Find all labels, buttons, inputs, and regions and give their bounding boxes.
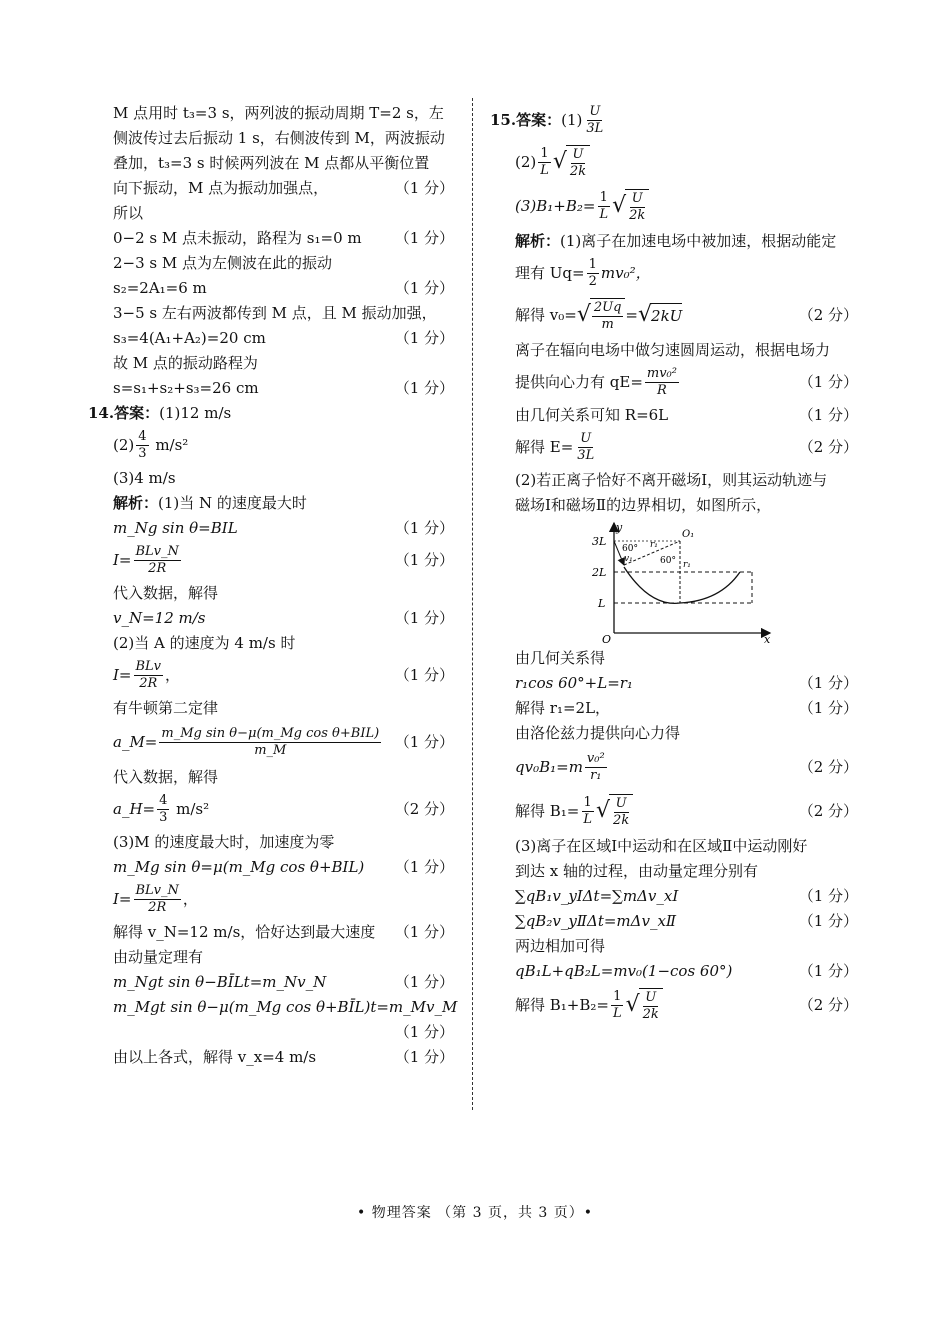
q14-text-5: [88, 630, 456, 655]
equation: qB₁L+qB₂L=mv₀(1−cos 60°): [515, 961, 733, 980]
denominator: 2: [588, 273, 597, 289]
center-label: O₁: [682, 529, 695, 540]
equation-lhs: 解得 E=: [515, 438, 574, 456]
text-line: [88, 350, 456, 375]
equation-fraction: [157, 793, 169, 826]
q15-text-5: [490, 402, 860, 427]
score: （2 分）: [798, 438, 858, 456]
fraction: [592, 300, 624, 333]
text: (1)离子在加速电场中被加速，根据动能定: [560, 231, 837, 250]
text: 磁场Ⅰ和磁场Ⅱ的边界相切，如图所示，: [515, 495, 772, 514]
fraction: [568, 147, 588, 180]
radius-label-2: r₁: [683, 560, 691, 570]
equation-lhs: a_H=: [113, 800, 156, 818]
equation-fraction: [159, 726, 381, 759]
q15-eq-21: [490, 983, 860, 1027]
q15-eq-10: [490, 670, 860, 695]
score: （1 分）: [394, 228, 454, 247]
page-footer: • 物理答案 （第 3 页，共 3 页）•: [356, 1205, 594, 1221]
fraction: [581, 795, 594, 828]
equation: v_N=12 m/s: [113, 608, 206, 627]
q15-eq-17: [490, 883, 860, 908]
tick-L: L: [598, 597, 606, 610]
numerator: v₀²: [586, 750, 605, 766]
text: (2)若正离子恰好不离开磁场Ⅰ，则其运动轨迹与: [515, 470, 828, 489]
numerator: 1: [583, 794, 592, 810]
q15-eq-20: [490, 958, 860, 983]
denominator: 3: [138, 445, 147, 461]
score: （1 分）: [394, 328, 454, 347]
equation: m_Mg sin θ=μ(m_Mg cos θ+BIL): [113, 857, 365, 876]
q15-analysis-intro: [490, 228, 860, 253]
text: 由动量定理有: [113, 947, 204, 966]
fraction: [587, 257, 599, 290]
text: (3)M 的速度最大时，加速度为零: [113, 832, 335, 851]
equation-fraction: [134, 883, 181, 916]
q15-text-16: [490, 858, 860, 883]
denominator: m_M: [254, 742, 287, 758]
fraction: [575, 431, 596, 464]
q15-eq-13: [490, 745, 860, 789]
radical-sign: √: [612, 193, 627, 218]
radical-sign: √: [638, 302, 653, 327]
text: 有牛顿第二定律: [113, 698, 219, 717]
fraction: [538, 146, 551, 179]
radical-sign: √: [596, 798, 611, 823]
trajectory-figure: [490, 517, 860, 645]
text-line: [88, 175, 456, 200]
q15-answer-3: [490, 184, 860, 228]
q15-eq-14: [490, 789, 860, 833]
score: （2 分）: [798, 802, 858, 820]
score: （1 分）: [394, 378, 454, 397]
q15-eq-2: [490, 293, 860, 337]
q14-answer-2: [88, 425, 456, 465]
q14-eq-2: [88, 540, 456, 580]
numerator: 4: [159, 792, 168, 808]
score: （2 分）: [798, 758, 858, 776]
numerator: 1: [599, 189, 608, 205]
y-axis-label: y: [616, 521, 623, 534]
q14-text-9: [88, 764, 456, 789]
fraction: [641, 990, 661, 1023]
q15-eq-6: [490, 427, 860, 467]
origin-label: O: [602, 633, 612, 643]
equation-lhs: I=: [113, 666, 132, 684]
numerator: mv₀²: [646, 365, 677, 381]
q14-answer-3-text: (3)4 m/s: [113, 468, 176, 487]
sqrt: [596, 794, 633, 829]
denominator: m: [601, 316, 614, 332]
fraction: [611, 796, 631, 829]
radical-sign: √: [552, 149, 567, 174]
score: （1 分）: [798, 373, 858, 391]
equation-lhs: 提供向心力有 qE=: [515, 373, 643, 391]
sqrt: [553, 145, 590, 180]
score: （2 分）: [798, 306, 858, 324]
equation-lhs: qv₀B₁=m: [515, 758, 583, 776]
sqrt: [626, 988, 663, 1023]
fraction: [611, 989, 624, 1022]
numerator: U: [631, 190, 643, 206]
q15-text-19: [490, 933, 860, 958]
equation: m_Ngt sin θ−BĪLt=m_Nv_N: [113, 972, 327, 991]
numerator: U: [615, 795, 627, 811]
line-text: 0−2 s M 点未振动，路程为 s₁=0 m: [113, 228, 362, 247]
text: 由几何关系得: [515, 648, 606, 667]
line-text: 叠加，t₃=3 s 时候两列波在 M 点都从平衡位置: [113, 153, 430, 172]
equation-tail: mv₀²，: [600, 264, 651, 282]
radius-label-1: r₁: [650, 540, 658, 550]
q15-eq-1: [490, 253, 860, 293]
denominator: 2k: [629, 207, 646, 223]
equation-tail: ，: [165, 666, 181, 684]
text: (3)离子在区域Ⅰ中运动和在区域Ⅱ中运动刚好: [515, 836, 808, 855]
equation-lhs: 解得 B₁+B₂=: [515, 996, 609, 1014]
equation: r₁cos 60°+L=r₁: [515, 673, 633, 692]
equation-lhs: a_M=: [113, 733, 158, 751]
q14-eq-6: [88, 655, 456, 695]
score: （1 分）: [798, 405, 858, 424]
equation: 解得 r₁=2L，: [515, 698, 611, 717]
text: 代入数据，解得: [113, 767, 219, 786]
score: （1 分）: [394, 972, 454, 991]
denominator: L: [540, 162, 549, 178]
equation-lhs: 理有 Uq=: [515, 264, 585, 282]
score: （1 分）: [798, 961, 858, 980]
numerator: U: [589, 103, 601, 119]
text: 两边相加可得: [515, 936, 606, 955]
q15-answer-label: 答案：: [516, 111, 562, 129]
score: （2 分）: [798, 996, 858, 1014]
denominator: 2k: [613, 812, 630, 828]
q14-eq-8: [88, 720, 456, 764]
text: (2)当 A 的速度为 4 m/s 时: [113, 633, 296, 652]
q14-text-18: [88, 1044, 456, 1069]
q14-analysis-intro-text: (1)当 N 的速度最大时: [158, 493, 307, 512]
q15-answer-2: [490, 140, 860, 184]
score: （1 分）: [394, 278, 454, 297]
score: （1 分）: [798, 911, 858, 930]
fraction: [627, 191, 647, 224]
score: （1 分）: [394, 922, 454, 941]
line-text: 故 M 点的振动路程为: [113, 353, 258, 372]
equation-lhs: 解得 v₀=: [515, 306, 577, 324]
denominator: r₁: [590, 767, 602, 783]
equation: m_Ng sin θ=BIL: [113, 518, 238, 537]
line-text: 2−3 s M 点为左侧波在此的振动: [113, 253, 333, 272]
line-text: M 点用时 t₃=3 s，两列波的振动周期 T=2 s，左: [113, 103, 444, 122]
denominator: L: [599, 206, 609, 222]
q15-heading: [490, 100, 860, 140]
numerator: U: [572, 146, 584, 162]
denominator: L: [583, 811, 593, 827]
line-text: s₂=2A₁=6 m: [113, 278, 207, 297]
denominator: 3L: [577, 447, 595, 463]
q15-text-8: [490, 492, 860, 517]
radical-sign: √: [576, 302, 591, 327]
q15-eq-4: [490, 362, 860, 402]
denominator: 3L: [586, 120, 604, 136]
unit: m/s²: [176, 800, 210, 818]
column-divider: [472, 98, 473, 1110]
text: 代入数据，解得: [113, 583, 219, 602]
text: 由洛伦兹力提供向心力得: [515, 723, 681, 742]
q14-text-15: [88, 944, 456, 969]
q15-text-15: [490, 833, 860, 858]
q14-answer-2-fraction: [136, 429, 148, 462]
numerator: 2Uq: [593, 299, 622, 315]
text-line: [88, 300, 456, 325]
line-text: s=s₁+s₂+s₃=26 cm: [113, 378, 259, 397]
q14-answer-3: [88, 465, 456, 490]
text-line: [88, 150, 456, 175]
numerator: U: [645, 989, 657, 1005]
velocity-label: v₁: [624, 554, 633, 564]
text: 解得 v_N=12 m/s，恰好达到最大速度: [113, 922, 376, 941]
text: 由以上各式，解得 v_x=4 m/s: [113, 1047, 317, 1066]
numerator: BLv_N: [135, 882, 179, 898]
q15-text-12: [490, 720, 860, 745]
numerator: 4: [138, 428, 147, 444]
text-line: [88, 250, 456, 275]
line-text: 向下振动，M 点为振动加强点，: [113, 178, 329, 197]
fraction: [597, 190, 610, 223]
equation-lhs: I=: [113, 890, 132, 908]
equation-fraction: [134, 659, 164, 692]
q15-number: 15.: [490, 111, 517, 129]
equation-lhs: I=: [113, 551, 132, 569]
numerator: m_Mg sin θ−μ(m_Mg cos θ+BIL): [161, 725, 380, 741]
sqrt: [577, 298, 626, 333]
q15-eq-18: [490, 908, 860, 933]
sqrt: [612, 189, 649, 224]
numerator: 1: [540, 145, 549, 161]
q13-continuation: [88, 100, 456, 400]
score: （1 分）: [394, 1022, 454, 1041]
denominator: 2R: [148, 560, 167, 576]
denominator: 2R: [148, 899, 167, 915]
text-line: [88, 100, 456, 125]
score: （1 分）: [798, 698, 858, 717]
equals: =: [625, 306, 638, 324]
q14-text-3: [88, 580, 456, 605]
score: （1 分）: [394, 666, 454, 684]
denominator: 2k: [569, 163, 587, 179]
score: （1 分）: [798, 673, 858, 692]
q14-eq-16: [88, 969, 456, 994]
q15-answer-1-prefix: (1): [561, 111, 583, 129]
fraction: [585, 751, 607, 784]
equation: ∑qB₁v_yⅠΔt=∑mΔv_xⅠ: [515, 886, 679, 905]
denominator: 2R: [139, 675, 158, 691]
equation: m_Mgt sin θ−μ(m_Mg cos θ+BĪL)t=m_Mv_M: [113, 997, 458, 1016]
q15-answer-1-fraction: [584, 104, 605, 137]
score: （2 分）: [394, 800, 454, 818]
q14-answer-2-prefix: (2): [113, 436, 135, 454]
fraction: [645, 366, 679, 399]
text: 离子在辐向电场中做匀速圆周运动，根据电场力: [515, 340, 831, 359]
sqrt: [638, 303, 682, 327]
line-text: 所以: [113, 203, 144, 222]
q15-analysis-label: 解析：: [515, 231, 561, 250]
q14-analysis-label: 解析：: [113, 493, 159, 512]
numerator: BLv_N: [135, 543, 179, 559]
angle-label-2: 60°: [660, 556, 676, 566]
denominator: 3: [159, 809, 168, 825]
q14-eq-10: [88, 789, 456, 829]
q14-number: 14.: [88, 403, 115, 422]
line-text: 3−5 s 左右两波都传到 M 点，且 M 振动加强，: [113, 303, 437, 322]
score: （1 分）: [798, 886, 858, 905]
score: （1 分）: [394, 608, 454, 627]
radical-sign: √: [625, 992, 640, 1017]
equation-tail: ，: [182, 890, 198, 908]
tick-2L: 2L: [592, 566, 607, 579]
q14-eq-13: [88, 879, 456, 919]
left-column: [88, 100, 456, 1069]
q14-text-11: [88, 829, 456, 854]
q14-eq-1: [88, 515, 456, 540]
score: （1 分）: [394, 857, 454, 876]
text-line: [88, 325, 456, 350]
equation: ∑qB₂v_yⅡΔt=mΔv_xⅡ: [515, 911, 677, 930]
q15-eq-11: [490, 695, 860, 720]
prefix: (2): [515, 153, 537, 171]
denominator: L: [612, 1005, 622, 1021]
q14-eq-17: [88, 994, 456, 1019]
equation-fraction: [134, 544, 181, 577]
equation-lhs: 解得 B₁=: [515, 802, 580, 820]
tick-3L: 3L: [592, 535, 607, 548]
q14-score-17: [88, 1019, 456, 1044]
score: （1 分）: [394, 1047, 454, 1066]
q15-text-3: [490, 337, 860, 362]
q14-text-14: [88, 919, 456, 944]
radicand: 2kU: [651, 307, 683, 325]
score: （1 分）: [394, 518, 454, 537]
q14-analysis-intro: [88, 490, 456, 515]
text-line: [88, 200, 456, 225]
denominator: R: [657, 382, 667, 398]
text-line: [88, 275, 456, 300]
q14-heading: [88, 400, 456, 425]
angle-label-1: 60°: [622, 544, 638, 554]
numerator: BLv: [135, 658, 162, 674]
score: （1 分）: [394, 178, 454, 197]
numerator: 1: [588, 256, 597, 272]
text-line: [88, 375, 456, 400]
q14-answer-label: 答案：: [114, 403, 160, 422]
numerator: U: [580, 430, 592, 446]
score: （1 分）: [394, 551, 454, 569]
denominator: 2k: [642, 1006, 659, 1022]
text-line: [88, 125, 456, 150]
q14-answer-2-unit: m/s²: [155, 436, 189, 454]
line-text: s₃=4(A₁+A₂)=20 cm: [113, 328, 266, 347]
q14-eq-4: [88, 605, 456, 630]
text: 由几何关系可知 R=6L: [515, 405, 669, 424]
x-axis-label: x: [764, 633, 771, 643]
right-column: [490, 100, 860, 1027]
text-line: [88, 225, 456, 250]
line-text: 侧波传过去后振动 1 s，右侧波传到 M，两波振动: [113, 128, 445, 147]
text: 到达 x 轴的过程，由动量定理分别有: [515, 861, 758, 880]
q14-answer-1: (1)12 m/s: [159, 403, 232, 422]
q15-text-7: [490, 467, 860, 492]
q14-text-7: [88, 695, 456, 720]
q14-eq-12: [88, 854, 456, 879]
score: （1 分）: [394, 733, 454, 751]
trajectory-diagram: [580, 517, 780, 643]
q15-text-9: [490, 645, 860, 670]
prefix: (3)B₁+B₂=: [515, 197, 596, 215]
numerator: 1: [613, 988, 622, 1004]
